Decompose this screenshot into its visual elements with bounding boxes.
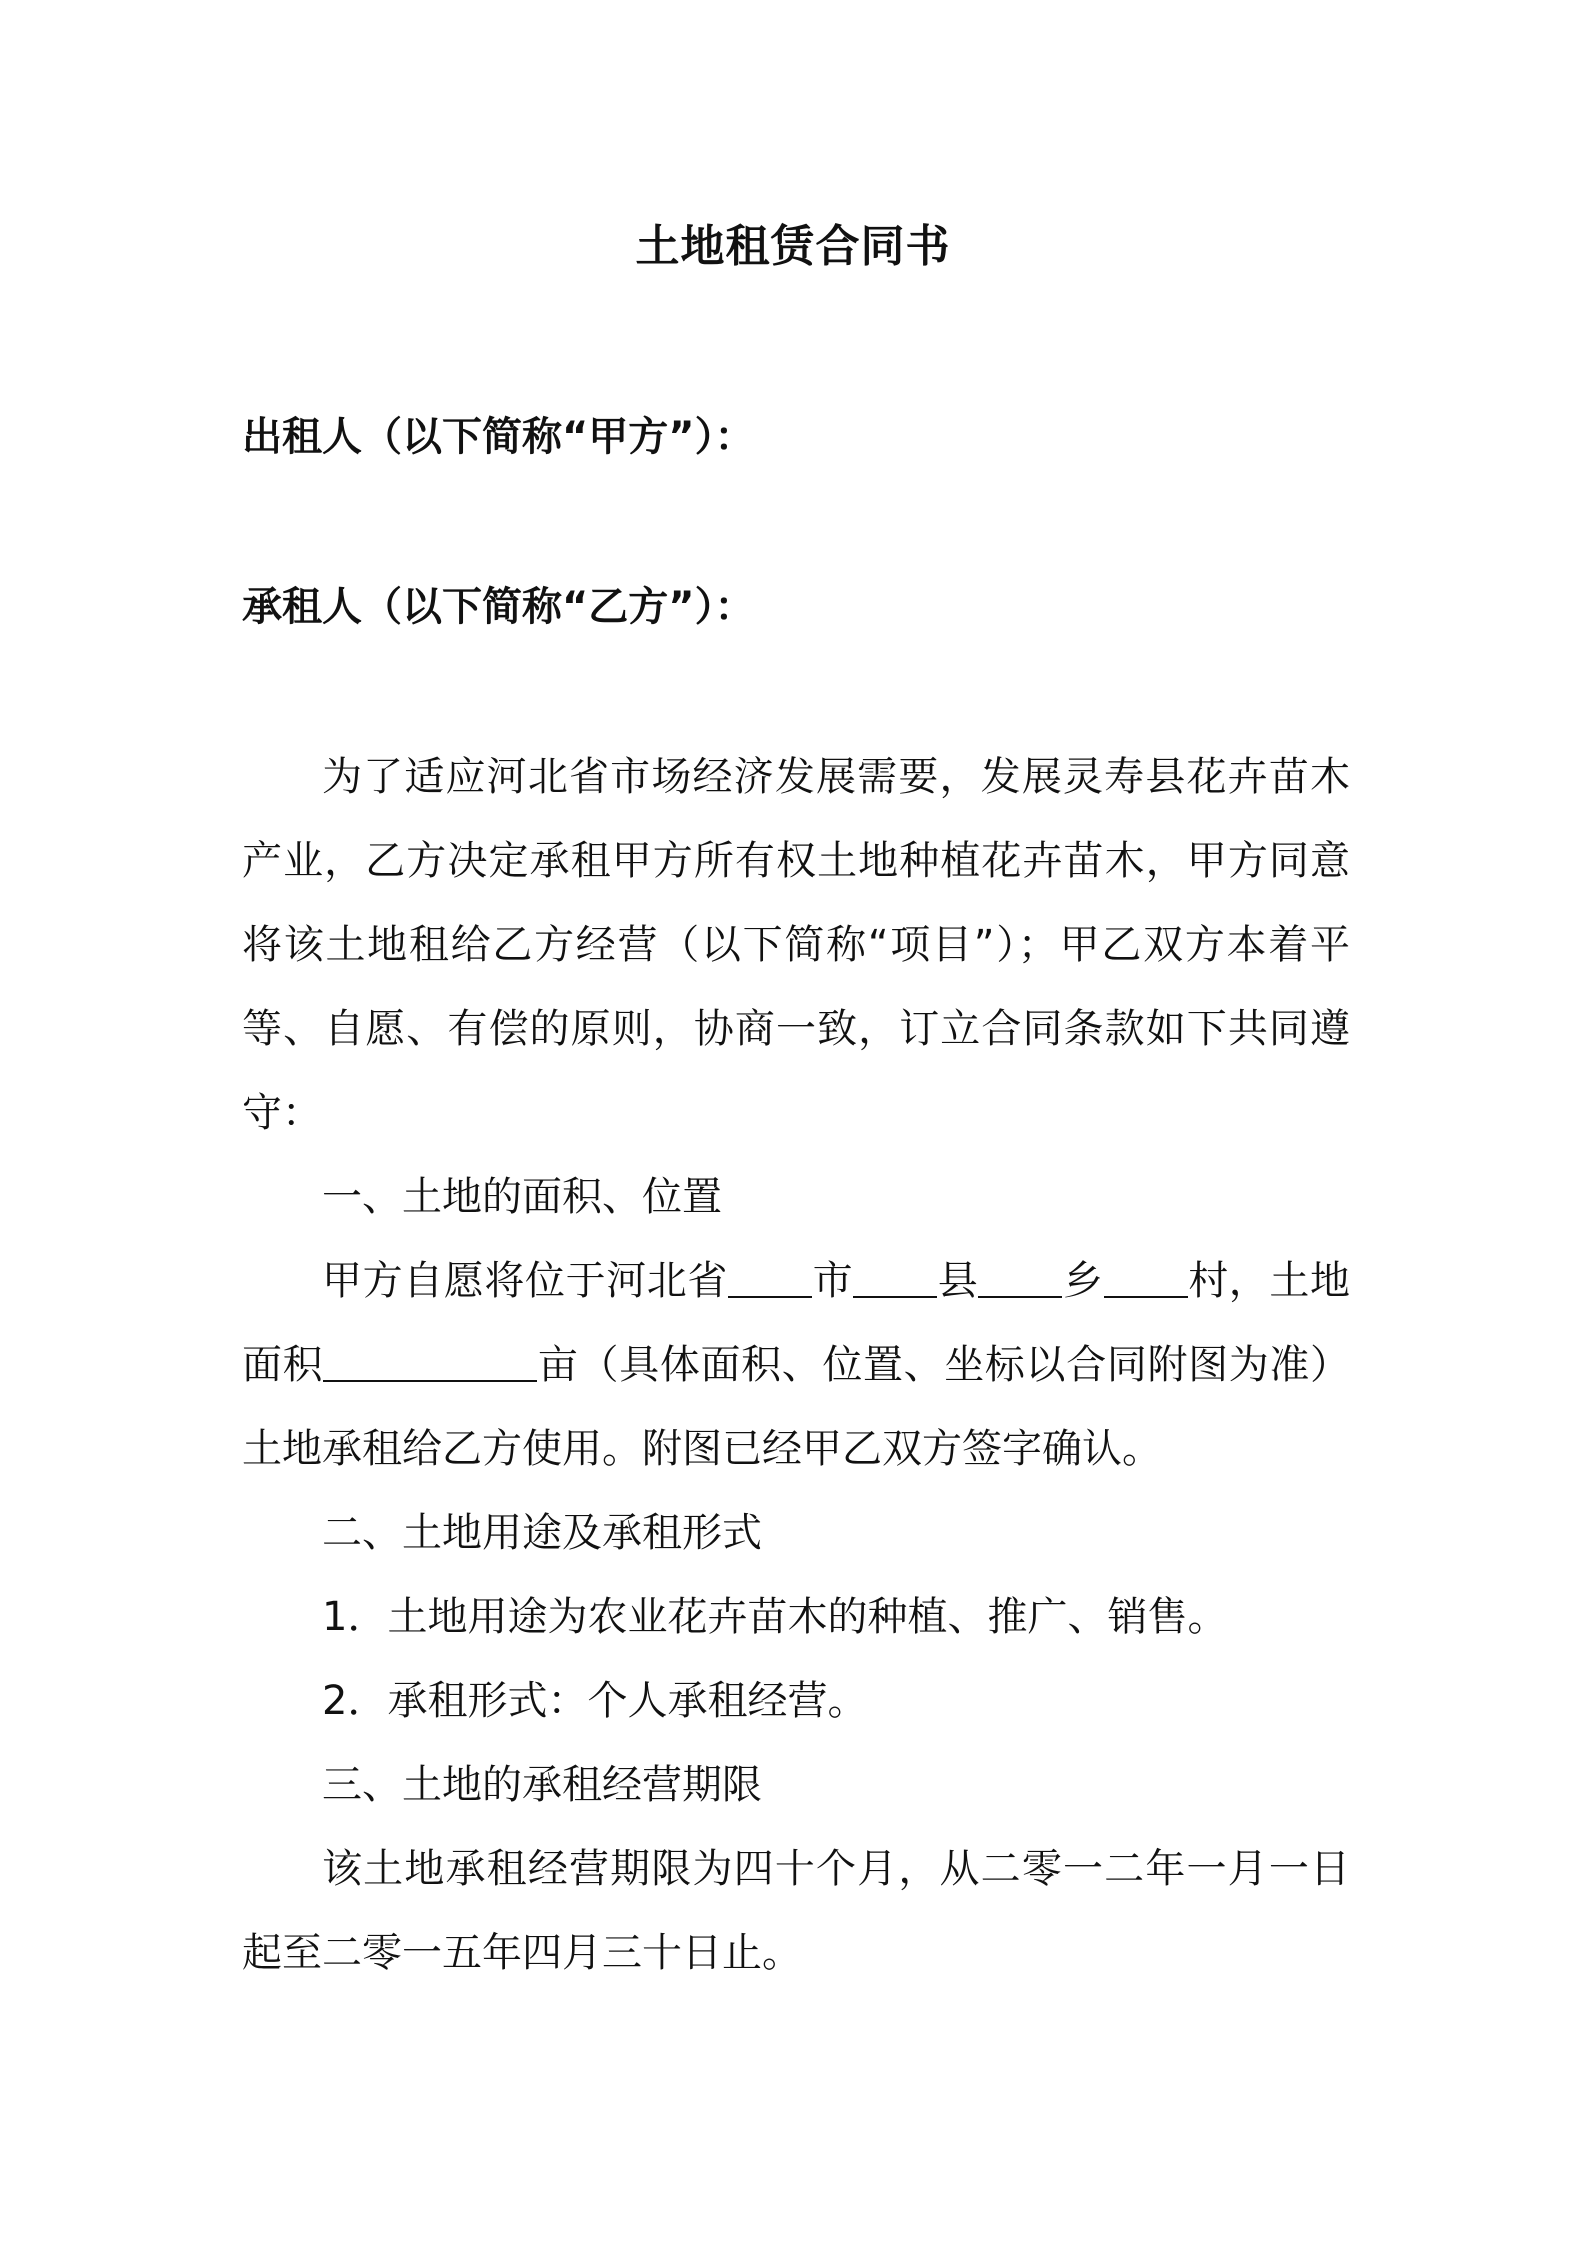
township-unit: 乡 <box>1062 1258 1104 1304</box>
document-title: 土地租赁合同书 <box>635 221 951 272</box>
section-2-heading: 二、土地用途及承租形式 <box>322 1510 762 1556</box>
village-blank <box>1104 1256 1188 1298</box>
area-blank <box>323 1340 537 1382</box>
county-blank <box>853 1256 937 1298</box>
section-1-text-end: 亩（具体面积、位置、坐标以合同附图为准）土地承租给乙方使用。附图已经甲乙双方签字确认。 <box>242 1342 1351 1472</box>
section-1-text-start: 甲方自愿将位于河北省 <box>322 1258 728 1304</box>
section-1-body <box>242 1239 1350 1491</box>
city-blank <box>728 1256 812 1298</box>
county-unit: 县 <box>937 1258 979 1304</box>
document-body <box>242 395 1350 1995</box>
village-unit: 村，土地面积 <box>242 1258 1351 1388</box>
lessee-label: 承租人（以下简称“乙方”）： <box>242 584 755 630</box>
section-2-item-1: 1．土地用途为农业花卉苗木的种植、推广、销售。 <box>322 1594 1228 1640</box>
township-blank <box>978 1256 1062 1298</box>
preamble-paragraph: 为了适应河北省市场经济发展需要，发展灵寿县花卉苗木产业，乙方决定承租甲方所有权土地种植花卉苗木，甲方同意将该土地租给乙方经营（以下简称“项目”）；甲乙双方本着平等、自愿、有偿的原则，协商一致，订立合同条款如下共同遵守： <box>242 754 1350 1136</box>
lessor-label: 出租人（以下简称“甲方”）： <box>242 414 755 460</box>
section-3-heading: 三、土地的承租经营期限 <box>322 1762 762 1808</box>
section-3-body: 该土地承租经营期限为四十个月，从二零一二年一月一日起至二零一五年四月三十日止。 <box>242 1846 1350 1976</box>
city-unit: 市 <box>812 1258 854 1304</box>
section-2-item-2: 2．承租形式：个人承租经营。 <box>322 1678 868 1724</box>
section-1-heading: 一、土地的面积、位置 <box>322 1174 722 1220</box>
